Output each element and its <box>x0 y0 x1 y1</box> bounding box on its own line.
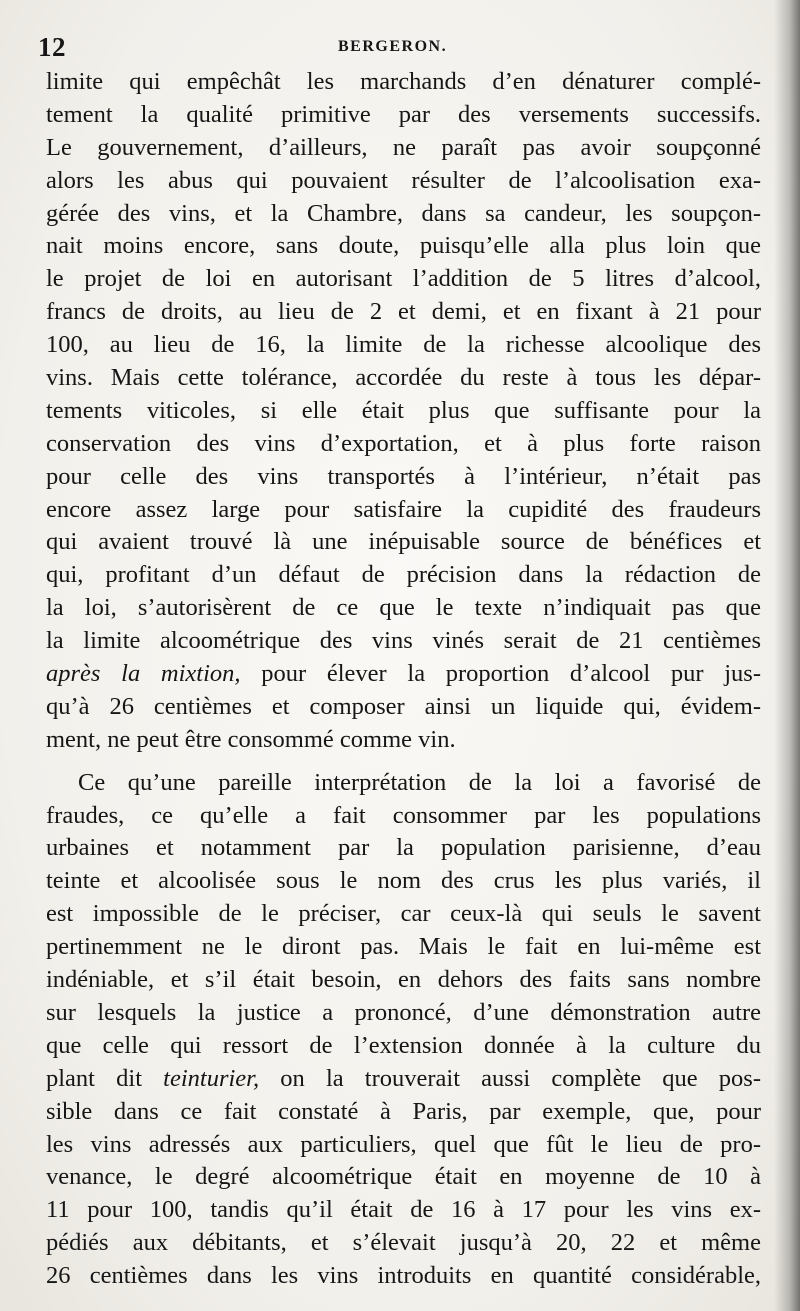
text-line <box>46 296 761 329</box>
text-segment: qui, profitant d’un défaut de précision dans la rédaction de <box>46 561 761 589</box>
text-line <box>46 395 761 428</box>
text-line <box>46 526 761 559</box>
text-line <box>46 832 761 865</box>
text-segment: Le gouvernement, d’ailleurs, ne paraît pas avoir soupçonné <box>46 133 761 161</box>
text-line <box>46 198 761 231</box>
text-line <box>46 800 761 833</box>
text-line <box>46 724 761 757</box>
text-segment: alors les abus qui pouvaient résulter de l’alcoolisation exa- <box>46 166 761 194</box>
text-line <box>46 428 761 461</box>
text-segment: urbaines et notamment par la population parisienne, d’eau <box>46 834 761 862</box>
text-line <box>46 362 761 395</box>
text-segment: plant dit <box>46 1064 164 1092</box>
text-line <box>46 1096 761 1129</box>
text-segment: nait moins encore, sans doute, puisqu’elle alla plus loin que <box>46 232 761 260</box>
text-segment: vins. Mais cette tolérance, accordée du reste à tous les dépar- <box>46 364 761 392</box>
text-line <box>46 658 761 691</box>
text-line <box>46 1063 761 1096</box>
text-line <box>46 767 761 800</box>
text-line <box>46 931 761 964</box>
text-line <box>46 592 761 625</box>
text-line <box>46 625 761 658</box>
text-segment: pédiés aux débitants, et s’élevait jusqu’à 20, 22 et même <box>46 1229 761 1257</box>
text-segment: 100, au lieu de 16, la limite de la richesse alcoolique des <box>46 331 761 359</box>
text-line <box>46 230 761 263</box>
text-segment: 26 centièmes dans les vins introduits en quantité considérable, <box>46 1262 761 1290</box>
text-segment: fraudes, ce qu’elle a fait consommer par les populations <box>46 801 761 829</box>
running-title: BERGERON. <box>338 38 448 55</box>
text-line <box>46 1194 761 1227</box>
text-segment: francs de droits, au lieu de 2 et demi, et en fixant à 21 pour <box>46 298 761 326</box>
italic-text: teinturier, <box>163 1064 260 1092</box>
text-segment: les vins adressés aux particuliers, quel que fût le lieu de pro- <box>46 1130 761 1158</box>
page-binding-shadow <box>774 0 800 1311</box>
text-segment: tements viticoles, si elle était plus que suffisante pour la <box>46 396 761 424</box>
text-line <box>46 898 761 931</box>
text-line <box>46 66 761 99</box>
text-line <box>46 1030 761 1063</box>
text-segment: gérée des vins, et la Chambre, dans sa candeur, les soupçon- <box>46 199 761 227</box>
text-line <box>46 165 761 198</box>
text-segment: qui avaient trouvé là une inépuisable source de bénéfices et <box>46 528 761 556</box>
paragraph <box>46 757 761 1293</box>
text-line <box>46 99 761 132</box>
text-line <box>46 132 761 165</box>
text-line <box>46 691 761 724</box>
text-segment: tement la qualité primitive par des versements successifs. <box>46 100 761 128</box>
text-segment: limite qui empêchât les marchands d’en dénaturer complé- <box>46 68 761 95</box>
text-segment: on la trouverait aussi complète que pos- <box>259 1064 762 1092</box>
text-line <box>46 964 761 997</box>
text-line <box>46 461 761 494</box>
text-line <box>46 865 761 898</box>
text-line <box>46 1227 761 1260</box>
paragraph-gap <box>46 757 761 767</box>
running-head <box>38 32 758 66</box>
text-segment: qu’à 26 centièmes et composer ainsi un liquide qui, évidem- <box>46 692 761 720</box>
text-segment: conservation des vins d’exportation, et à plus forte raison <box>46 429 761 457</box>
text-line <box>46 1129 761 1162</box>
text-segment: teinte et alcoolisée sous le nom des crus les plus variés, il <box>46 867 761 895</box>
text-segment: pour élever la proportion d’alcool pur jus- <box>240 660 761 688</box>
text-line <box>46 494 761 527</box>
page-number: 12 <box>38 32 66 62</box>
text-line <box>46 263 761 296</box>
text-line <box>46 997 761 1030</box>
text-segment: est impossible de le préciser, car ceux-là qui seuls le savent <box>46 900 761 928</box>
text-segment: sible dans ce fait constaté à Paris, par exemple, que, pour <box>46 1097 761 1125</box>
text-segment: Ce qu’une pareille interprétation de la loi a favorisé de <box>78 768 761 796</box>
text-segment: pertinemment ne le diront pas. Mais le fait en lui-même est <box>46 933 761 961</box>
paragraph <box>46 66 761 757</box>
text-segment: 11 pour 100, tandis qu’il était de 16 à 17 pour les vins ex- <box>46 1196 761 1224</box>
text-line <box>46 1161 761 1194</box>
text-line <box>46 559 761 592</box>
text-line <box>46 329 761 362</box>
italic-text: après la mixtion, <box>46 660 241 688</box>
text-segment: la loi, s’autorisèrent de ce que le texte n’indiquait pas que <box>46 594 761 622</box>
text-segment: pour celle des vins transportés à l’intérieur, n’était pas <box>46 462 761 490</box>
text-segment: sur lesquels la justice a prononcé, d’une démonstration autre <box>46 998 761 1026</box>
text-segment: indéniable, et s’il était besoin, en dehors des faits sans nombre <box>46 966 761 994</box>
text-segment: encore assez large pour satisfaire la cupidité des fraudeurs <box>46 495 761 523</box>
text-segment: que celle qui ressort de l’extension donnée à la culture du <box>46 1031 761 1059</box>
text-line <box>46 1260 761 1293</box>
text-segment: le projet de loi en autorisant l’addition de 5 litres d’alcool, <box>46 265 761 293</box>
text-segment: ment, ne peut être consommé comme vin. <box>46 725 456 753</box>
body-text <box>46 66 761 1293</box>
text-segment: venance, le degré alcoométrique était en moyenne de 10 à <box>46 1163 761 1191</box>
text-segment: la limite alcoométrique des vins vinés serait de 21 centièmes <box>46 627 761 655</box>
